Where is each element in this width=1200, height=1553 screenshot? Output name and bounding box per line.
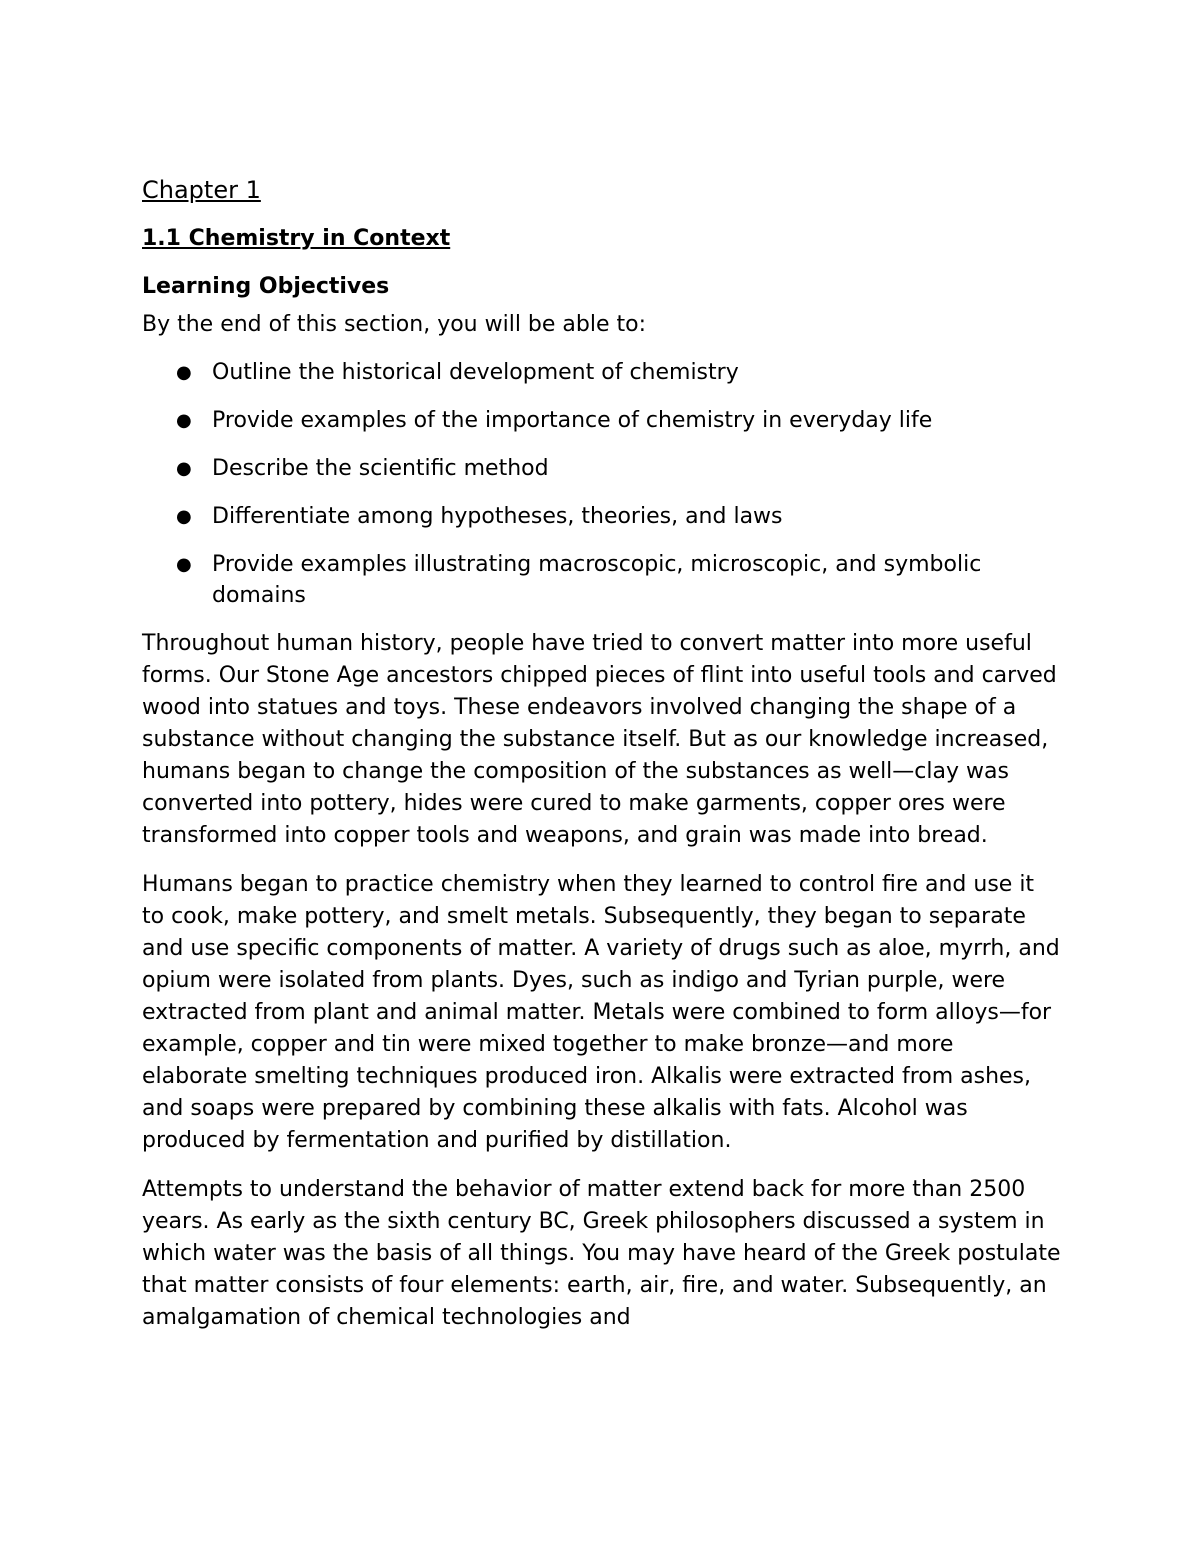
bullet-icon: ● bbox=[176, 410, 192, 431]
objective-text: Describe the scientific method bbox=[212, 456, 549, 481]
objectives-intro: By the end of this section, you will be able to: bbox=[142, 312, 647, 337]
bullet-icon: ● bbox=[176, 554, 192, 575]
chapter-heading: Chapter 1 bbox=[142, 176, 261, 204]
objective-text: Differentiate among hypotheses, theories, and laws bbox=[212, 504, 783, 529]
objective-text: Outline the historical development of chemistry bbox=[212, 360, 739, 385]
bullet-icon: ● bbox=[176, 458, 192, 479]
objectives-list bbox=[142, 357, 1072, 611]
objective-item bbox=[142, 453, 1072, 484]
bullet-icon: ● bbox=[176, 362, 192, 383]
objective-item bbox=[142, 501, 1072, 532]
body-paragraph: Humans began to practice chemistry when they learned to control fire and use it to cook, make pottery, and smelt metals. Subsequently, they began to separate and use specific components of matter. A variety of drugs such as aloe, myrrh, and opium were isolated from plants. Dyes, such as indigo and Tyrian purple, were extracted from plant and animal matter. Metals were combined to form alloys—for example, copper and tin were mixed together to make bronze—and more elaborate smelting techniques produced iron. Alkalis were extracted from ashes, and soaps were prepared by combining these alkalis with fats. Alcohol was produced by fermentation and purified by distillation. bbox=[142, 872, 1060, 1153]
objective-text: Provide examples of the importance of chemistry in everyday life bbox=[212, 408, 933, 433]
body-paragraph: Throughout human history, people have tried to convert matter into more useful forms. Our Stone Age ancestors chipped pieces of flint into useful tools and carved wood into statues and toys. These endeavors involved changing the shape of a substance without changing the substance itself. But as our knowledge increased, humans began to change the composition of the substances as well—clay was converted into pottery, hides were cured to make garments, copper ores were transformed into copper tools and weapons, and grain was made into bread. bbox=[142, 631, 1057, 848]
section-title: 1.1 Chemistry in Context bbox=[142, 226, 451, 251]
document-page bbox=[142, 174, 1072, 1351]
objective-text: Provide examples illustrating macroscopic, microscopic, and symbolic domains bbox=[212, 552, 982, 608]
objective-item bbox=[142, 549, 1072, 611]
bullet-icon: ● bbox=[176, 506, 192, 527]
objective-item bbox=[142, 357, 1072, 388]
body-paragraph: Attempts to understand the behavior of matter extend back for more than 2500 years. As early as the sixth century BC, Greek philosophers discussed a system in which water was the basis of all things. You may have heard of the Greek postulate that matter consists of four elements: earth, air, fire, and water. Subsequently, an amalgamation of chemical technologies and bbox=[142, 1177, 1061, 1330]
learning-objectives-heading: Learning Objectives bbox=[142, 274, 390, 299]
objective-item bbox=[142, 405, 1072, 436]
